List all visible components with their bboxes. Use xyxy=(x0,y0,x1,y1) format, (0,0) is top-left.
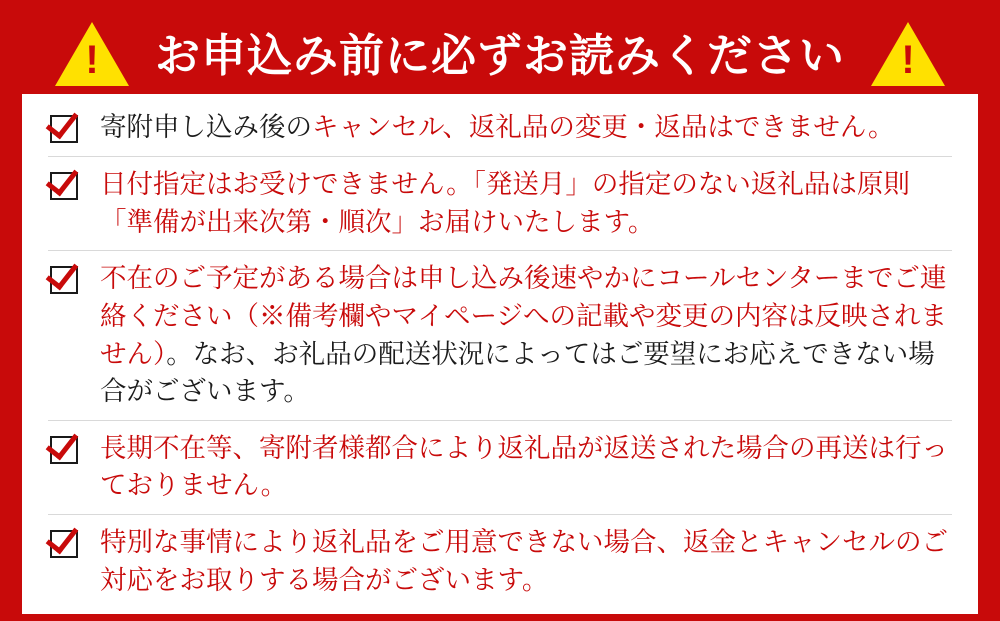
notice-text-segment: キャンセル、返礼品の変更・返品はできません。 xyxy=(312,112,895,142)
exclamation-glyph: ! xyxy=(85,38,99,82)
notice-text xyxy=(100,166,952,241)
checkbox-checked-icon xyxy=(48,170,88,204)
notice-text-segment: 。なお、お礼品の配送状況によってはご要望にお応えできない場合がございます。 xyxy=(100,338,935,407)
warning-triangle-icon-right xyxy=(871,22,945,88)
notice-text xyxy=(100,430,952,505)
notice-text xyxy=(100,260,952,411)
notice-text-segment: 寄附申し込み後の xyxy=(100,112,312,142)
notice-text-segment: 長期不在等、寄附者様都合により返礼品が返送された場合の再送は行っておりません。 xyxy=(100,432,948,501)
checkbox-checked-icon xyxy=(48,434,88,468)
checkbox-checked-icon xyxy=(48,528,88,562)
notice-text-segment: 不在のご予定がある場合は申し込み後速やかにコールセンターまでご連絡ください（※備考欄やマイページへの記載や変更の内容は反映されません） xyxy=(100,263,947,369)
checkbox-checked-icon xyxy=(48,264,88,298)
page-title: お申込み前に必ずお読みください xyxy=(154,29,845,81)
poster-header xyxy=(22,16,978,94)
notice-text xyxy=(100,524,952,599)
list-item xyxy=(48,515,952,608)
list-item xyxy=(48,100,952,157)
list-item xyxy=(48,251,952,421)
list-item xyxy=(48,421,952,515)
exclamation-glyph: ! xyxy=(901,38,915,82)
notice-card xyxy=(22,94,978,614)
warning-triangle-icon-left xyxy=(55,22,129,88)
list-item xyxy=(48,157,952,251)
notice-text-segment: 日付指定はお受けできません。「発送月」の指定のない返礼品は原則「準備が出来次第・順次」お届けいたします。 xyxy=(100,169,910,237)
notice-text-segment: 特別な事情により返礼品をご用意できない場合、返金とキャンセルのご対応をお取りする場合がございます。 xyxy=(100,527,948,595)
checkbox-checked-icon xyxy=(48,113,88,147)
notice-text xyxy=(100,109,894,147)
